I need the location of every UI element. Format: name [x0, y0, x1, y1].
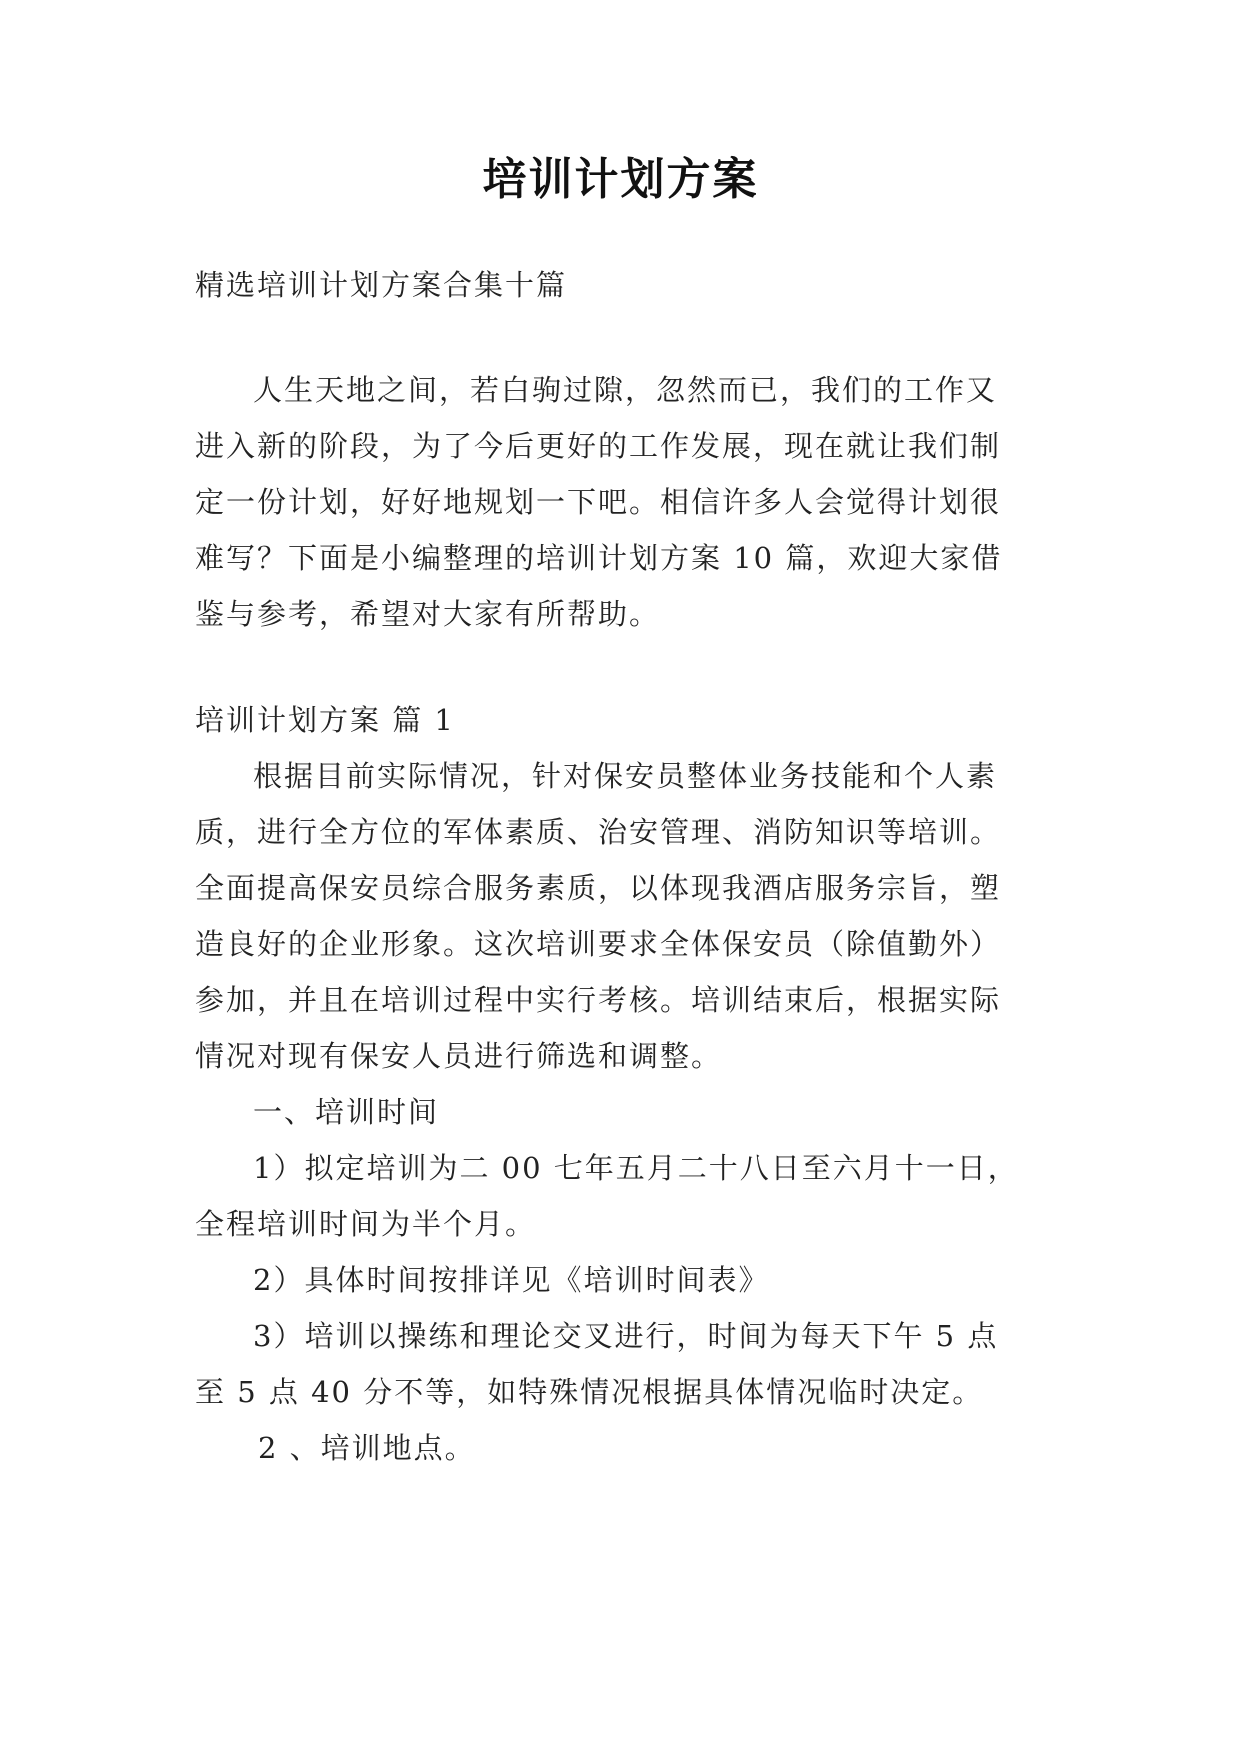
section-heading: 培训计划方案 篇 1: [195, 703, 455, 737]
item-time-2: 2）具体时间按排详见《培训时间表》: [253, 1263, 770, 1297]
section-line: 造良好的企业形象。这次培训要求全体保安员（除值勤外）: [195, 927, 1002, 961]
intro-line: 进入新的阶段，为了今后更好的工作发展，现在就让我们制: [195, 429, 1002, 463]
item-time-1: 全程培训时间为半个月。: [195, 1207, 537, 1241]
section-line: 质，进行全方位的军体素质、治安管理、消防知识等培训。: [195, 815, 1002, 849]
document-title: 培训计划方案: [482, 154, 759, 205]
item-heading-time: 一、培训时间: [253, 1095, 440, 1129]
section-line: 全面提高保安员综合服务素质，以体现我酒店服务宗旨，塑: [195, 871, 1002, 905]
intro-line: 难写？下面是小编整理的培训计划方案 10 篇，欢迎大家借: [195, 541, 1003, 575]
section-line: 根据目前实际情况，针对保安员整体业务技能和个人素: [253, 759, 998, 793]
intro-line: 人生天地之间，若白驹过隙，忽然而已，我们的工作又: [253, 373, 998, 407]
intro-line: 鉴与参考，希望对大家有所帮助。: [195, 597, 661, 631]
item-time-1: 1）拟定培训为二 00 七年五月二十八日至六月十一日，: [253, 1151, 1019, 1185]
item-heading-place: 2 、培训地点。: [258, 1431, 476, 1465]
intro-line: 定一份计划，好好地规划一下吧。相信许多人会觉得计划很: [195, 485, 1002, 519]
section-line: 情况对现有保安人员进行筛选和调整。: [195, 1039, 723, 1073]
item-time-3: 至 5 点 40 分不等，如特殊情况根据具体情况临时决定。: [195, 1375, 984, 1409]
item-time-3: 3）培训以操练和理论交叉进行，时间为每天下午 5 点: [253, 1319, 999, 1353]
section-line: 参加，并且在培训过程中实行考核。培训结束后，根据实际: [195, 983, 1002, 1017]
document-subtitle: 精选培训计划方案合集十篇: [195, 268, 568, 302]
